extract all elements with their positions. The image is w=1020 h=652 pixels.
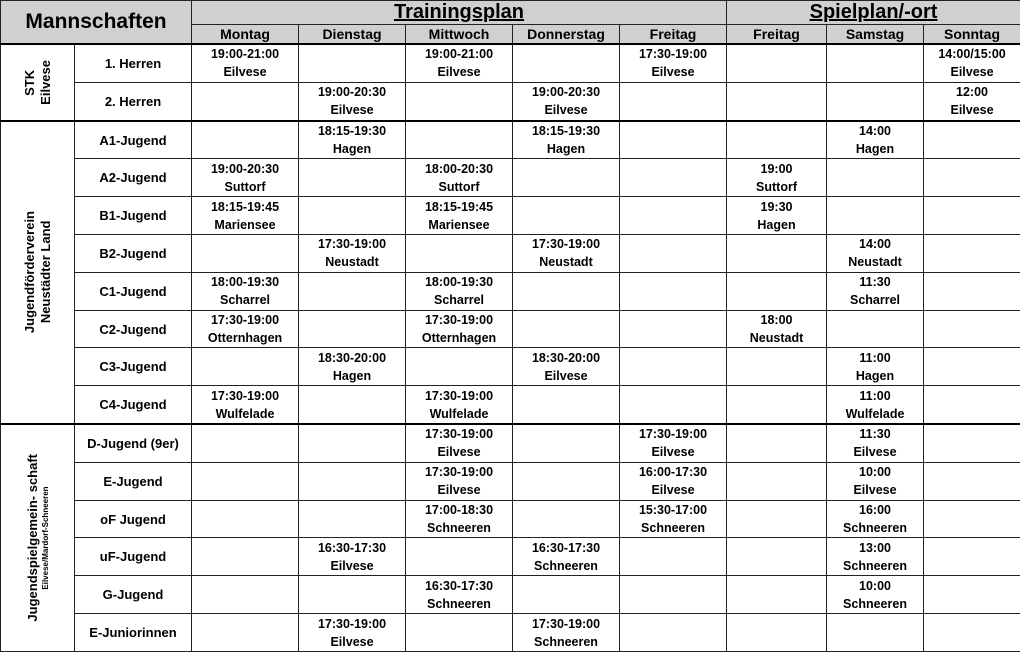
team-name: D-Jugend (9er) — [75, 424, 192, 462]
schedule-cell — [827, 235, 924, 273]
group-name: Jugendförderverein — [21, 211, 37, 334]
schedule-cell — [406, 310, 513, 348]
schedule-cell — [513, 348, 620, 386]
schedule-cell — [192, 386, 299, 424]
schedule-cell — [406, 44, 513, 82]
schedule-cell — [620, 197, 727, 235]
table-row — [1, 386, 1020, 424]
cell-location: Schneeren — [641, 521, 705, 536]
schedule-cell — [299, 348, 406, 386]
schedule-cell — [513, 462, 620, 500]
schedule-cell — [620, 424, 727, 462]
schedule-cell — [192, 500, 299, 538]
day-header: Freitag — [727, 25, 827, 45]
schedule-cell — [924, 500, 1020, 538]
team-name: E-Juniorinnen — [75, 614, 192, 652]
cell-time: 17:30-19:00 — [424, 465, 494, 480]
team-name: G-Jugend — [75, 576, 192, 614]
cell-time: 17:30-19:00 — [424, 313, 494, 328]
schedule-cell — [192, 576, 299, 614]
schedule-cell — [727, 272, 827, 310]
schedule-cell — [192, 121, 299, 159]
schedule-cell — [620, 44, 727, 82]
day-header: Sonntag — [924, 25, 1020, 45]
cell-time: 11:30 — [859, 427, 891, 442]
schedule-cell — [727, 424, 827, 462]
cell-time: 17:30-19:00 — [531, 237, 601, 252]
schedule-cell — [513, 310, 620, 348]
cell-time: 18:00 — [760, 313, 793, 328]
day-header: Montag — [192, 25, 299, 45]
schedule-cell — [727, 500, 827, 538]
cell-location: Otternhagen — [207, 331, 283, 346]
cell-time: 18:00-19:30 — [424, 275, 494, 290]
cell-location: Eilvese — [950, 65, 994, 80]
schedule-cell — [513, 235, 620, 273]
cell-location: Schneeren — [427, 521, 491, 536]
cell-time: 16:30-17:30 — [317, 540, 387, 555]
cell-location: Eilvese — [437, 445, 481, 460]
cell-location: Suttorf — [756, 179, 797, 194]
schedule-cell — [924, 348, 1020, 386]
schedule-cell — [299, 424, 406, 462]
team-name: A1-Jugend — [75, 121, 192, 159]
cell-time: 10:00 — [859, 578, 891, 593]
cell-time: 14:00/15:00 — [938, 47, 1006, 62]
schedule-cell — [924, 235, 1020, 273]
cell-location: Schneeren — [534, 634, 598, 649]
schedule-cell — [192, 197, 299, 235]
cell-time: 18:00-20:30 — [424, 161, 494, 176]
cell-location: Scharrel — [850, 293, 901, 308]
schedule-cell — [299, 500, 406, 538]
cell-time: 14:00 — [859, 237, 891, 252]
schedule-cell — [192, 614, 299, 652]
cell-location: Neustadt — [539, 255, 593, 270]
cell-location: Hagen — [332, 368, 372, 383]
cell-location: Eilvese — [651, 65, 695, 80]
team-name: C1-Jugend — [75, 272, 192, 310]
training-header: Trainingsplan — [192, 1, 727, 25]
team-name: A2-Jugend — [75, 159, 192, 197]
schedule-cell — [924, 576, 1020, 614]
cell-time: 14:00 — [859, 124, 891, 139]
cell-location: Mariensee — [428, 217, 490, 232]
cell-time: 17:30-19:00 — [317, 237, 387, 252]
cell-time: 16:30-17:30 — [424, 578, 494, 593]
cell-time: 19:00-21:00 — [210, 47, 280, 62]
cell-time: 17:30-19:00 — [638, 427, 708, 442]
cell-time: 16:00 — [859, 503, 891, 518]
schedule-cell — [924, 197, 1020, 235]
cell-location: Suttorf — [438, 179, 480, 194]
schedule-cell — [513, 614, 620, 652]
cell-location: Wulfelade — [845, 406, 905, 421]
schedule-cell — [827, 500, 924, 538]
schedule-cell — [406, 197, 513, 235]
schedule-cell — [299, 197, 406, 235]
day-header: Mittwoch — [406, 25, 513, 45]
schedule-cell — [620, 386, 727, 424]
day-header: Samstag — [827, 25, 924, 45]
cell-time: 18:15-19:30 — [531, 124, 601, 139]
cell-time: 19:00-21:00 — [424, 47, 494, 62]
cell-time: 10:00 — [859, 465, 891, 480]
table-row — [1, 197, 1020, 235]
schedule-cell — [406, 121, 513, 159]
cell-location: Eilvese — [950, 103, 994, 118]
schedule-cell — [406, 500, 513, 538]
cell-location: Schneeren — [427, 596, 491, 611]
schedule-cell — [620, 121, 727, 159]
schedule-cell — [192, 310, 299, 348]
table-row — [1, 500, 1020, 538]
cell-time: 16:00-17:30 — [638, 465, 708, 480]
table-row — [1, 348, 1020, 386]
schedule-cell — [727, 159, 827, 197]
schedule-cell — [727, 310, 827, 348]
schedule-cell — [299, 386, 406, 424]
cell-location: Schneeren — [843, 558, 907, 573]
schedule-cell — [406, 576, 513, 614]
schedule-cell — [924, 44, 1020, 82]
schedule-cell — [299, 538, 406, 576]
cell-location: Eilvese — [437, 483, 481, 498]
group-subname: Neustädter Land — [37, 221, 53, 324]
team-name: C3-Jugend — [75, 348, 192, 386]
cell-time: 13:00 — [859, 540, 891, 555]
table-row — [1, 82, 1020, 120]
schedule-cell — [827, 462, 924, 500]
cell-location: Wulfelade — [429, 406, 489, 421]
schedule-cell — [406, 82, 513, 120]
cell-time: 18:15-19:45 — [210, 199, 280, 214]
schedule-cell — [406, 424, 513, 462]
schedule-cell — [192, 44, 299, 82]
schedule-cell — [827, 348, 924, 386]
cell-time: 15:30-17:00 — [638, 503, 708, 518]
table-row — [1, 272, 1020, 310]
schedule-cell — [827, 197, 924, 235]
schedule-cell — [513, 576, 620, 614]
schedule-cell — [406, 386, 513, 424]
schedule-cell — [192, 538, 299, 576]
cell-time: 17:30-19:00 — [638, 47, 708, 62]
cell-location: Hagen — [332, 142, 372, 157]
schedule-cell — [192, 462, 299, 500]
cell-location: Hagen — [757, 217, 796, 232]
cell-location: Scharrel — [433, 293, 485, 308]
schedule-cell — [513, 82, 620, 120]
group-name: Jugendspielgemein- schaft — [24, 454, 40, 622]
cell-time: 17:30-19:00 — [424, 427, 494, 442]
schedule-cell — [513, 272, 620, 310]
table-row — [1, 121, 1020, 159]
cell-time: 18:30-20:00 — [317, 350, 387, 365]
table-row — [1, 462, 1020, 500]
cell-time: 17:00-18:30 — [424, 503, 494, 518]
day-header: Freitag — [620, 25, 727, 45]
table-row — [1, 424, 1020, 462]
schedule-cell — [727, 386, 827, 424]
day-header: Donnerstag — [513, 25, 620, 45]
cell-time: 18:00-19:30 — [210, 275, 280, 290]
cell-time: 19:00-20:30 — [531, 85, 601, 100]
cell-location: Eilvese — [853, 445, 897, 460]
group-label-jsg — [1, 424, 75, 651]
schedule-cell — [513, 500, 620, 538]
team-name: C4-Jugend — [75, 386, 192, 424]
cell-location: Neustadt — [325, 255, 379, 270]
schedule-cell — [620, 462, 727, 500]
cell-location: Eilvese — [651, 483, 695, 498]
group-subname: Eilvese/Mardorf-Schneeren — [40, 486, 50, 590]
schedule-cell — [827, 82, 924, 120]
schedule-cell — [299, 82, 406, 120]
schedule-cell — [924, 310, 1020, 348]
table-row — [1, 235, 1020, 273]
schedule-cell — [299, 462, 406, 500]
cell-time: 19:30 — [760, 199, 793, 214]
schedule-cell — [299, 44, 406, 82]
schedule-cell — [299, 159, 406, 197]
table-row — [1, 159, 1020, 197]
cell-location: Hagen — [855, 368, 895, 383]
table-row — [1, 614, 1020, 652]
schedule-cell — [727, 82, 827, 120]
cell-location: Eilvese — [544, 103, 588, 118]
cell-time: 18:30-20:00 — [531, 350, 601, 365]
schedule-cell — [827, 576, 924, 614]
team-name: E-Jugend — [75, 462, 192, 500]
schedule-cell — [192, 235, 299, 273]
team-name: 2. Herren — [75, 82, 192, 120]
schedule-cell — [299, 576, 406, 614]
schedule-cell — [406, 272, 513, 310]
schedule-cell — [620, 82, 727, 120]
team-name: oF Jugend — [75, 500, 192, 538]
cell-time: 11:30 — [859, 275, 891, 290]
cell-location: Suttorf — [224, 179, 266, 194]
schedule-cell — [406, 235, 513, 273]
cell-time: 17:30-19:00 — [210, 313, 280, 328]
cell-location: Mariensee — [214, 217, 276, 232]
schedule-cell — [827, 121, 924, 159]
schedule-cell — [727, 576, 827, 614]
cell-time: 11:00 — [859, 350, 891, 365]
schedule-cell — [406, 614, 513, 652]
cell-location: Hagen — [546, 142, 586, 157]
schedule-cell — [827, 310, 924, 348]
team-name: C2-Jugend — [75, 310, 192, 348]
team-name: 1. Herren — [75, 44, 192, 82]
cell-location: Eilvese — [544, 368, 588, 383]
schedule-cell — [924, 82, 1020, 120]
schedule-cell — [620, 538, 727, 576]
schedule-cell — [513, 121, 620, 159]
schedule-cell — [620, 272, 727, 310]
cell-time: 18:15-19:30 — [317, 124, 387, 139]
schedule-cell — [727, 614, 827, 652]
schedule-cell — [192, 348, 299, 386]
schedule-cell — [406, 462, 513, 500]
schedule-cell — [727, 538, 827, 576]
schedule-cell — [827, 272, 924, 310]
schedule-cell — [406, 348, 513, 386]
schedule-cell — [727, 121, 827, 159]
schedule-cell — [513, 538, 620, 576]
team-name: B2-Jugend — [75, 235, 192, 273]
group-name: STK — [21, 69, 37, 96]
cell-location: Eilvese — [330, 558, 374, 573]
teams-header: Mannschaften — [1, 1, 192, 45]
schedule-cell — [827, 424, 924, 462]
schedule-cell — [827, 44, 924, 82]
schedule-cell — [620, 310, 727, 348]
schedule-cell — [924, 424, 1020, 462]
schedule-cell — [406, 159, 513, 197]
cell-location: Eilvese — [330, 103, 374, 118]
schedule-cell — [924, 159, 1020, 197]
schedule-cell — [827, 538, 924, 576]
cell-location: Hagen — [855, 142, 895, 157]
schedule-cell — [924, 614, 1020, 652]
schedule-cell — [727, 462, 827, 500]
schedule-cell — [513, 424, 620, 462]
cell-time: 11:00 — [859, 388, 891, 403]
schedule-cell — [827, 614, 924, 652]
cell-time: 17:30-19:00 — [317, 616, 387, 631]
cell-location: Scharrel — [219, 293, 271, 308]
table-row — [1, 44, 1020, 82]
cell-time: 17:30-19:00 — [210, 388, 280, 403]
cell-location: Otternhagen — [421, 331, 497, 346]
schedule-cell — [924, 538, 1020, 576]
cell-time: 19:00-20:30 — [317, 85, 387, 100]
table-row — [1, 576, 1020, 614]
group-label-jfv — [1, 121, 75, 424]
schedule-cell — [727, 235, 827, 273]
group-subname: Eilvese — [37, 59, 53, 105]
cell-time: 19:00-20:30 — [210, 161, 280, 176]
cell-time: 17:30-19:00 — [531, 616, 601, 631]
schedule-cell — [620, 159, 727, 197]
schedule-cell — [192, 424, 299, 462]
cell-time: 17:30-19:00 — [424, 388, 494, 403]
schedule-cell — [620, 614, 727, 652]
schedule-cell — [513, 44, 620, 82]
schedule-cell — [299, 310, 406, 348]
cell-location: Schneeren — [843, 596, 907, 611]
cell-location: Eilvese — [651, 445, 695, 460]
cell-location: Eilvese — [330, 634, 374, 649]
cell-time: 19:00 — [760, 161, 793, 176]
schedule-cell — [192, 272, 299, 310]
schedule-cell — [620, 348, 727, 386]
team-name: B1-Jugend — [75, 197, 192, 235]
schedule-cell — [924, 272, 1020, 310]
schedule-cell — [299, 614, 406, 652]
group-label-stk — [1, 44, 75, 121]
cell-location: Schneeren — [534, 558, 598, 573]
schedule-cell — [192, 159, 299, 197]
schedule-cell — [299, 235, 406, 273]
schedule-cell — [727, 197, 827, 235]
cell-location: Eilvese — [223, 65, 267, 80]
schedule-cell — [513, 197, 620, 235]
cell-location: Neustadt — [848, 255, 902, 270]
schedule-cell — [924, 386, 1020, 424]
day-header: Dienstag — [299, 25, 406, 45]
table-row — [1, 310, 1020, 348]
cell-location: Neustadt — [749, 331, 804, 346]
schedule-cell — [406, 538, 513, 576]
cell-location: Eilvese — [437, 65, 481, 80]
cell-time: 16:30-17:30 — [531, 540, 601, 555]
schedule-cell — [299, 272, 406, 310]
table-row — [1, 538, 1020, 576]
schedule-cell — [827, 159, 924, 197]
schedule-cell — [513, 159, 620, 197]
schedule-cell — [620, 576, 727, 614]
schedule-cell — [299, 121, 406, 159]
schedule-cell — [727, 44, 827, 82]
cell-location: Schneeren — [843, 521, 907, 536]
schedule-cell — [727, 348, 827, 386]
schedule-cell — [620, 500, 727, 538]
schedule-cell — [620, 235, 727, 273]
schedule-cell — [513, 386, 620, 424]
cell-time: 18:15-19:45 — [424, 199, 494, 214]
schedule-cell — [924, 462, 1020, 500]
team-name: uF-Jugend — [75, 538, 192, 576]
schedule-cell — [924, 121, 1020, 159]
cell-time: 12:00 — [956, 85, 989, 100]
schedule-cell — [827, 386, 924, 424]
schedule-cell — [192, 82, 299, 120]
cell-location: Eilvese — [853, 483, 897, 498]
schedule-body — [1, 44, 1020, 652]
cell-location: Wulfelade — [215, 406, 275, 421]
match-header: Spielplan/-ort — [727, 1, 1020, 25]
